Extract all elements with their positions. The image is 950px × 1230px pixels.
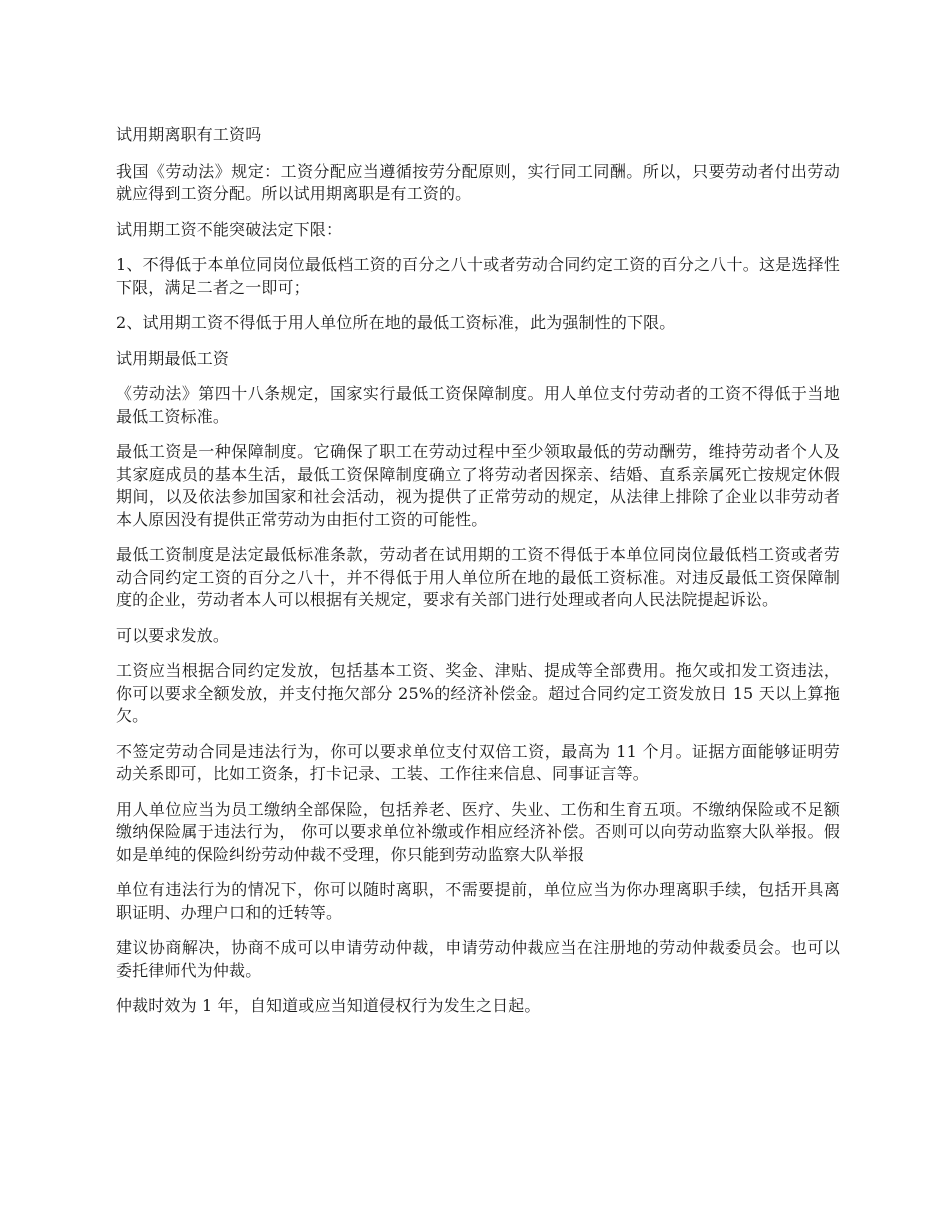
paragraph-minimum-wage-system: 最低工资是一种保障制度。它确保了职工在劳动过程中至少领取最低的劳动酬劳，维持劳动者个人及其家庭成员的基本生活，最低工资保障制度确立了将劳动者因探亲、结婚、直系亲属死亡按规定休假期间，以及依法参加国家和社会活动，视为提供了正常劳动的规定，从法律上排除了企业以非劳动者本人原因没有提供正常劳动为由拒付工资的可能性。 <box>116 442 840 529</box>
paragraph-limitation-period: 仲裁时效为 1 年，自知道或应当知道侵权行为发生之日起。 <box>116 996 541 1015</box>
paragraph-minimum-wage-standard: 最低工资制度是法定最低标准条款，劳动者在试用期的工资不得低于本单位同岗位最低档工资或者劳动合同约定工资的百分之八十，并不得低于用人单位所在地的最低工资标准。对违反最低工资保障制度的企业，劳动者本人可以根据有关规定，要求有关部门进行处理或者向人民法院提起诉讼。 <box>116 545 840 609</box>
paragraph-arbitration-advice: 建议协商解决，协商不成可以申请劳动仲裁，申请劳动仲裁应当在注册地的劳动仲裁委员会。也可以委托律师代为仲裁。 <box>116 938 840 980</box>
paragraph-article-48: 《劳动法》第四十八条规定，国家实行最低工资保障制度。用人单位支付劳动者的工资不得低于当地最低工资标准。 <box>116 384 840 426</box>
document-title: 试用期离职有工资吗 <box>116 125 262 144</box>
paragraph-can-request-payment: 可以要求发放。 <box>116 625 230 645</box>
paragraph-resignation-procedures: 单位有违法行为的情况下，你可以随时离职，不需要提前，单位应当为你办理离职手续，包括开具离职证明、办理户口和的迁转等。 <box>116 880 840 922</box>
paragraph-probation-wage-floor: 试用期工资不能突破法定下限： <box>116 219 343 239</box>
paragraph-labor-law-equal-pay: 我国《劳动法》规定：工资分配应当遵循按劳分配原则，实行同工同酬。所以，只要劳动者付出劳动就应得到工资分配。所以试用期离职是有工资的。 <box>116 161 840 203</box>
paragraph-rule-2: 2、试用期工资不得低于用人单位所在地的最低工资标准，此为强制性的下限。 <box>116 313 676 332</box>
paragraph-rule-1: 1、不得低于本单位同岗位最低档工资的百分之八十或者劳动合同约定工资的百分之八十。这是选择性下限，满足二者之一即可； <box>116 255 840 297</box>
paragraph-wage-arrears: 工资应当根据合同约定发放，包括基本工资、奖金、津贴、提成等全部费用。拖欠或扣发工资违法，你可以要求全额发放，并支付拖欠部分 25%的经济补偿金。超过合同约定工资发放日 15 天以上算拖欠。 <box>116 661 840 725</box>
paragraph-no-contract-double-pay: 不签定劳动合同是违法行为，你可以要求单位支付双倍工资，最高为 11 个月。证据方面能够证明劳动关系即可，比如工资条，打卡记录、工装、工作往来信息、同事证言等。 <box>116 741 840 783</box>
section-heading-minimum-wage: 试用期最低工资 <box>116 348 230 368</box>
paragraph-social-insurance: 用人单位应当为员工缴纳全部保险，包括养老、医疗、失业、工伤和生育五项。不缴纳保险或不足额缴纳保险属于违法行为， 你可以要求单位补缴或作相应经济补偿。否则可以向劳动监察大队举报。假如是单纯的保险纠纷劳动仲裁不受理，你只能到劳动监察大队举报 <box>116 799 840 864</box>
